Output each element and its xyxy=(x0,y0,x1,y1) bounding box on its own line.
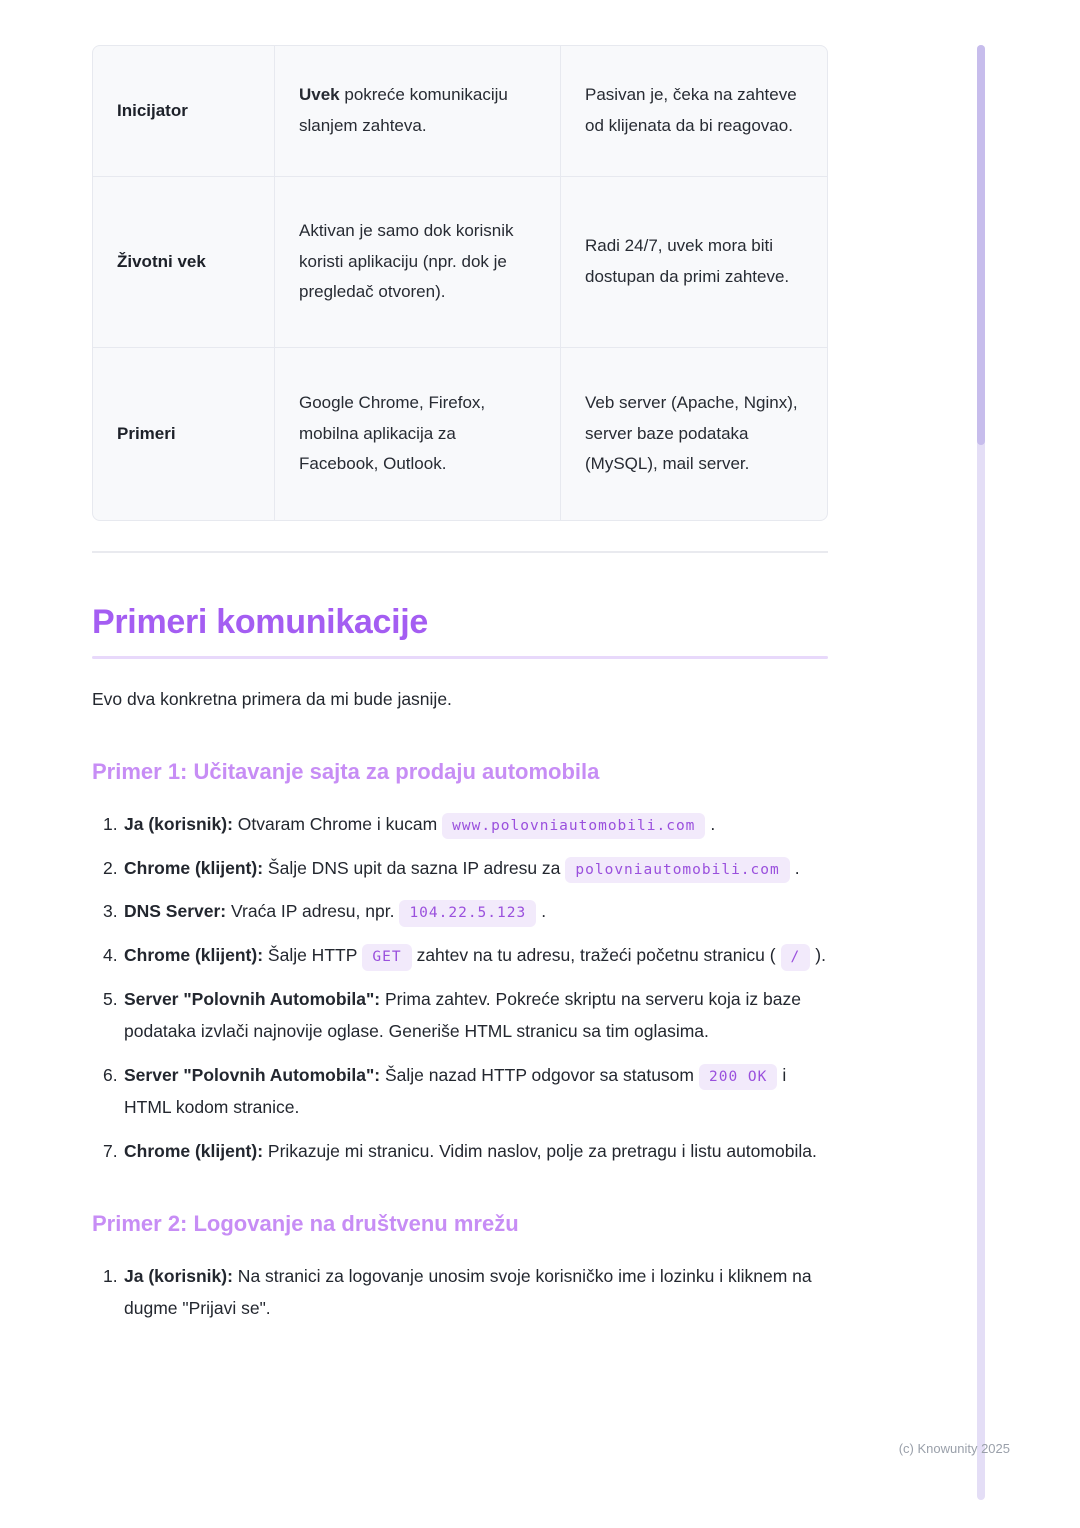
text-run: ). xyxy=(815,945,826,966)
text-run: Šalje HTTP xyxy=(263,945,358,966)
text-run: zahtev na tu adresu, tražeći početnu stranicu ( xyxy=(416,945,776,966)
list-item xyxy=(92,1136,828,1168)
title-underline xyxy=(92,656,828,659)
table-cell-label xyxy=(93,46,274,176)
copyright-footer: (c) Knowunity 2025 xyxy=(898,1441,1010,1456)
table-row-label: Primeri xyxy=(117,423,176,443)
inline-code: 104.22.5.123 xyxy=(399,900,536,926)
table-cell-label xyxy=(93,177,274,347)
bold-text: DNS Server: xyxy=(124,901,227,922)
table-cell-client xyxy=(275,177,560,347)
text-run: Google Chrome, Firefox, mobilna aplikacija za Facebook, Outlook. xyxy=(299,393,486,474)
text-run: . xyxy=(710,813,716,834)
text-run: i HTML kodom stranice. xyxy=(124,1064,787,1117)
list-number: 7. xyxy=(103,1140,118,1161)
scrollbar-thumb[interactable] xyxy=(977,45,985,445)
list-number: 5. xyxy=(103,989,118,1010)
intro-text: Evo dva konkretna primera da mi bude jasnije. xyxy=(92,689,452,709)
list-number: 6. xyxy=(103,1064,118,1085)
list-item-text xyxy=(124,853,828,885)
inline-code: 200 OK xyxy=(699,1064,777,1090)
list-item xyxy=(92,809,828,841)
text-run: Vraća IP adresu, npr. xyxy=(226,901,395,922)
comparison-table xyxy=(92,45,828,521)
list-item xyxy=(92,896,828,928)
list-item-text xyxy=(124,940,828,972)
text-run: Šalje nazad HTTP odgovor sa statusom xyxy=(380,1064,694,1085)
text-run: . xyxy=(794,857,800,878)
text-run: Veb server (Apache, Nginx), server baze podataka (MySQL), mail server. xyxy=(585,393,798,474)
text-run: . xyxy=(541,901,547,922)
example2-list xyxy=(92,1261,828,1325)
bold-text: Server "Polovnih Automobila": xyxy=(124,989,381,1010)
list-item xyxy=(92,984,828,1048)
list-item xyxy=(92,940,828,972)
example1-list xyxy=(92,809,828,1168)
bold-text: Chrome (klijent): xyxy=(124,945,264,966)
text-run: Šalje DNS upit da sazna IP adresu za xyxy=(263,857,561,878)
list-number: 1. xyxy=(103,1266,118,1287)
text-run: Prikazuje mi stranicu. Vidim naslov, polje za pretragu i listu automobila. xyxy=(263,1140,817,1161)
list-item xyxy=(92,1261,828,1325)
inline-code: / xyxy=(781,944,811,970)
example1-heading: Primer 1: Učitavanje sajta za prodaju automobila xyxy=(92,758,600,784)
inline-code: polovniautomobili.com xyxy=(565,857,789,883)
table-cell-server xyxy=(561,177,828,347)
text-run: pokreće komunikaciju slanjem zahteva. xyxy=(299,85,508,135)
table-row-label: Životni vek xyxy=(117,251,206,271)
inline-code: www.polovniautomobili.com xyxy=(442,813,705,839)
bold-text: Server "Polovnih Automobila": xyxy=(124,1064,381,1085)
list-number: 4. xyxy=(103,945,118,966)
table-cell-client xyxy=(275,46,560,176)
example2-heading: Primer 2: Logovanje na društvenu mrežu xyxy=(92,1211,519,1237)
bold-text: Uvek xyxy=(299,85,340,105)
list-item xyxy=(92,1060,828,1124)
bold-text: Ja (korisnik): xyxy=(124,813,233,834)
table-cell-server xyxy=(561,46,828,176)
text-run: Prima zahtev. Pokreće skriptu na serveru koja iz baze podataka izvlači najnovije oglase. Generiše HTML stranicu sa tim oglasima. xyxy=(124,989,801,1041)
section-divider xyxy=(92,551,828,553)
list-item-text xyxy=(124,896,828,928)
list-item-text xyxy=(124,1060,828,1124)
text-run: Otvaram Chrome i kucam xyxy=(232,813,438,834)
list-item-text xyxy=(124,1261,828,1325)
table-cell-server xyxy=(561,348,828,520)
bold-text: Chrome (klijent): xyxy=(124,1140,264,1161)
bold-text: Chrome (klijent): xyxy=(124,857,264,878)
text-run: Radi 24/7, uvek mora biti dostupan da primi zahteve. xyxy=(585,236,790,286)
text-run: Na stranici za logovanje unosim svoje korisničko ime i lozinku i kliknem na dugme "Prijavi se". xyxy=(124,1266,812,1319)
text-run: Pasivan je, čeka na zahteve od klijenata da bi reagovao. xyxy=(585,85,797,135)
text-run: Aktivan je samo dok korisnik koristi aplikaciju (npr. dok je pregledač otvoren). xyxy=(299,221,514,302)
list-item-text xyxy=(124,984,828,1048)
table-row-label: Inicijator xyxy=(117,100,188,120)
list-item-text xyxy=(124,809,828,841)
table-cell-label xyxy=(93,348,274,520)
document-page xyxy=(92,45,828,1337)
list-item xyxy=(92,853,828,885)
table-cell-client xyxy=(275,348,560,520)
list-number: 2. xyxy=(103,857,118,878)
list-item-text xyxy=(124,1136,828,1168)
list-number: 1. xyxy=(103,813,118,834)
page-title: Primeri komunikacije xyxy=(92,603,429,641)
bold-text: Ja (korisnik): xyxy=(124,1266,233,1287)
inline-code: GET xyxy=(362,944,411,970)
list-number: 3. xyxy=(103,901,118,922)
